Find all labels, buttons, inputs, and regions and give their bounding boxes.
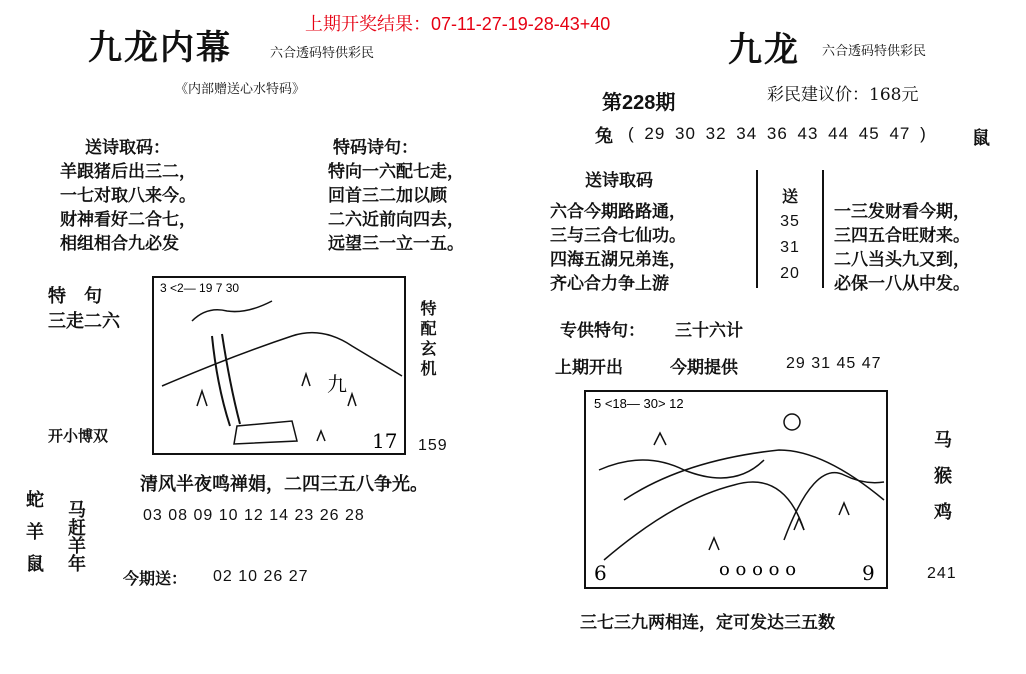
rat-char: 鼠 — [972, 128, 990, 149]
side-chars: 特配玄机 — [418, 300, 437, 380]
tejv-value: 三走二六 — [48, 311, 120, 332]
right-side-number: 241 — [927, 565, 957, 582]
poem-line: 一三发财看今期， — [834, 202, 970, 222]
poem-line: 一七对取八来今。 — [60, 186, 196, 206]
poem-line: 特向一六配七走， — [328, 162, 464, 182]
left-subtitle: 六合透码特供彩民 — [270, 46, 375, 61]
poem-heading-left: 送诗取码： — [85, 138, 170, 158]
poem-line: 二六近前向四去， — [328, 210, 464, 230]
special-sentence-label: 专供特句： — [560, 321, 645, 341]
last-opened-label: 上期开出 — [555, 358, 623, 378]
range-numbers: ( 29 30 32 34 36 43 44 45 47 ) — [628, 124, 927, 143]
right-subtitle: 六合透码特供彩民 — [822, 44, 927, 59]
poem-line: 羊跟猪后出三二， — [60, 162, 196, 182]
poem-line: 回首三二加以顾 — [328, 186, 447, 206]
poem-line: 四海五湖兄弟连， — [550, 250, 686, 270]
poem-line: 二八当头九又到， — [834, 250, 970, 270]
suggested-price: 彩民建议价：168元 — [767, 85, 919, 105]
today-label: 今期送： — [123, 569, 188, 588]
left-sketch — [152, 276, 407, 456]
verse: 清风半夜鸣禅娟，二四三五八争光。 — [140, 474, 428, 495]
poem-line: 财神看好二合七， — [60, 210, 196, 230]
special-heading: 特码诗句： — [333, 138, 418, 158]
gift-line: 《内部赠送心水特码》 — [175, 82, 306, 97]
kaixiao-text: 开小博双 — [48, 427, 109, 445]
provide-numbers: 29 31 45 47 — [786, 355, 882, 372]
right-sketch-text: 5 <18— 30> 12 — [594, 396, 684, 411]
poem-right-b — [834, 200, 970, 296]
left-side-number: 159 — [418, 437, 448, 454]
poem-left — [60, 160, 196, 256]
poem-line: 齐心合力争上游 — [550, 274, 669, 294]
right-title: 九龙 — [728, 30, 800, 70]
issue-number: 第228期 — [602, 92, 676, 114]
sketch-corner-left: 6 — [594, 561, 607, 585]
animals-left: 蛇羊鼠 — [23, 490, 44, 586]
send-box-number: 20 — [780, 265, 800, 282]
poem-line: 远望三一立一五。 — [328, 234, 464, 254]
send-box — [756, 170, 824, 288]
bottom-verse: 三七三九两相连，定可发达三五数 — [580, 613, 835, 633]
poem-line: 六合今期路路通， — [550, 202, 686, 222]
special-sentence-value: 三十六计 — [675, 321, 743, 341]
poem-line: 相组相合九必发 — [60, 234, 179, 254]
sketch-corner-right: 9 — [862, 561, 875, 585]
svg-text:o o o o o: o o o o o — [719, 559, 797, 580]
send-box-label: 送 — [781, 187, 798, 206]
send-box-number: 31 — [780, 239, 800, 256]
rabbit-char: 兔 — [595, 126, 613, 147]
svg-text:九: 九 — [327, 372, 347, 396]
poem-line: 三与三合七仙功。 — [550, 226, 686, 246]
send-box-number: 35 — [780, 213, 800, 230]
right-sketch — [584, 390, 889, 590]
poem-right-a — [550, 200, 686, 296]
sketch-top-text: 3 <2— 19 7 30 — [160, 281, 240, 295]
left-title: 九龙内幕 — [88, 28, 232, 68]
today-numbers: 02 10 26 27 — [213, 568, 309, 585]
numbers-row: 03 08 09 10 12 14 23 26 28 — [143, 507, 365, 524]
poem-line: 三四五合旺财来。 — [834, 226, 970, 246]
sketch-bottom-number: 17 — [372, 429, 398, 453]
animals-mid: 马赶羊年 — [65, 500, 86, 572]
last-draw-result: 上期开奖结果：07-11-27-19-28-43+40 — [305, 14, 611, 34]
tejv-label: 特 句 — [48, 286, 102, 307]
poem-line: 必保一八从中发。 — [834, 274, 970, 294]
provide-label: 今期提供 — [670, 358, 738, 378]
poem-heading-right: 送诗取码 — [585, 171, 653, 191]
animals-right: 马猴鸡 — [931, 430, 952, 538]
special-poem — [328, 160, 464, 256]
